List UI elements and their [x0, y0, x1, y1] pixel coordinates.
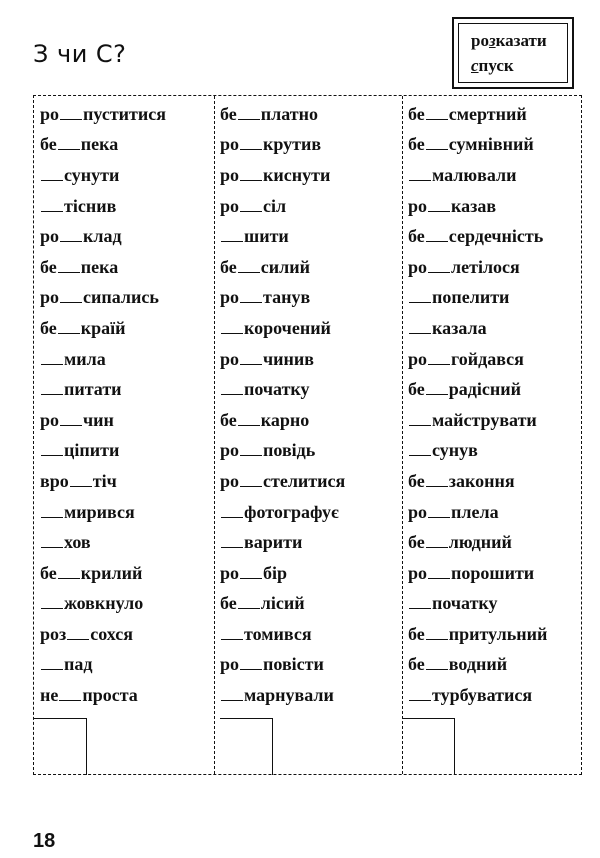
- word-prefix: роз: [40, 623, 67, 644]
- letter-blank[interactable]: [238, 105, 260, 120]
- word-rest: фотографує: [244, 501, 339, 522]
- rule-example-word-1: [471, 28, 567, 53]
- word-prefix: не: [40, 685, 59, 706]
- word-item: [220, 558, 345, 589]
- letter-blank[interactable]: [60, 105, 82, 120]
- word-item: [408, 221, 547, 252]
- word-prefix: бе: [220, 103, 237, 124]
- letter-blank[interactable]: [221, 503, 243, 518]
- answer-box-3[interactable]: [402, 718, 455, 775]
- word-list-2: [220, 99, 345, 711]
- word-item: [40, 313, 166, 344]
- letter-blank[interactable]: [221, 533, 243, 548]
- letter-blank[interactable]: [428, 503, 450, 518]
- word-item: [408, 374, 547, 405]
- letter-blank[interactable]: [41, 350, 63, 365]
- word-prefix: бе: [408, 379, 425, 400]
- letter-blank[interactable]: [428, 197, 450, 212]
- word-rest: марнували: [244, 685, 334, 706]
- word-prefix: ро: [220, 134, 240, 155]
- word-rest: сохся: [90, 623, 133, 644]
- letter-blank[interactable]: [426, 655, 448, 670]
- word-item: [40, 283, 166, 314]
- rule-example-word-2: [471, 53, 567, 78]
- word-rest: тіснив: [64, 195, 117, 216]
- word-prefix: бе: [40, 562, 57, 583]
- word-item: [220, 374, 345, 405]
- letter-blank[interactable]: [60, 227, 82, 242]
- answer-box-2[interactable]: [220, 718, 273, 775]
- word-rest: порошити: [451, 562, 535, 583]
- word-prefix: бе: [220, 409, 237, 430]
- word-column-1: [34, 96, 214, 774]
- letter-blank[interactable]: [67, 625, 89, 640]
- word-item: [408, 589, 547, 620]
- letter-blank[interactable]: [409, 288, 431, 303]
- word-item: [408, 344, 547, 375]
- letter-blank[interactable]: [221, 380, 243, 395]
- letter-blank[interactable]: [409, 686, 431, 701]
- word-list-3: [408, 99, 547, 711]
- word-rest: хов: [64, 532, 91, 553]
- word-item: [220, 680, 345, 711]
- letter-blank[interactable]: [41, 533, 63, 548]
- word-rest: турбуватися: [432, 685, 533, 706]
- rule-example-box: [452, 17, 574, 89]
- word-item: [408, 160, 547, 191]
- word-item: [40, 374, 166, 405]
- letter-blank[interactable]: [426, 135, 448, 150]
- word-rest: крутив: [263, 134, 322, 155]
- word-prefix: бе: [408, 134, 425, 155]
- rule-word-1-prefix: ро: [471, 31, 489, 50]
- word-item: [408, 405, 547, 436]
- word-rest: казала: [432, 317, 487, 338]
- letter-blank[interactable]: [240, 564, 262, 579]
- word-item: [220, 405, 345, 436]
- word-rest: сумнівний: [448, 134, 534, 155]
- word-item: [220, 650, 345, 681]
- letter-blank[interactable]: [41, 166, 63, 181]
- word-item: [40, 191, 166, 222]
- word-item: [408, 99, 547, 130]
- word-prefix: бе: [40, 134, 57, 155]
- word-rest: жовкнуло: [64, 593, 144, 614]
- word-rest: початку: [244, 379, 310, 400]
- word-prefix: ро: [220, 164, 240, 185]
- letter-blank[interactable]: [240, 441, 262, 456]
- letter-blank[interactable]: [41, 503, 63, 518]
- word-rest: чин: [83, 409, 114, 430]
- rule-word-2-rest: пуск: [478, 56, 514, 75]
- word-item: [220, 130, 345, 161]
- answer-box-1[interactable]: [34, 718, 87, 775]
- word-item: [408, 527, 547, 558]
- word-item: [220, 589, 345, 620]
- word-prefix: бе: [408, 654, 425, 675]
- letter-blank[interactable]: [428, 350, 450, 365]
- letter-blank[interactable]: [41, 594, 63, 609]
- letter-blank[interactable]: [238, 258, 260, 273]
- word-prefix: ро: [220, 562, 240, 583]
- word-prefix: бе: [40, 256, 57, 277]
- word-item: [220, 344, 345, 375]
- letter-blank[interactable]: [428, 258, 450, 273]
- word-rest: сунув: [432, 440, 478, 461]
- word-rest: киснути: [263, 164, 331, 185]
- word-prefix: ро: [408, 195, 428, 216]
- letter-blank[interactable]: [409, 441, 431, 456]
- letter-blank[interactable]: [41, 197, 63, 212]
- letter-blank[interactable]: [426, 625, 448, 640]
- letter-blank[interactable]: [426, 472, 448, 487]
- word-prefix: бе: [40, 317, 57, 338]
- word-rest: сіл: [263, 195, 287, 216]
- page-number: 18: [33, 830, 56, 852]
- word-item: [40, 527, 166, 558]
- word-rest: томився: [244, 623, 312, 644]
- letter-blank[interactable]: [58, 319, 80, 334]
- word-rest: клад: [83, 226, 122, 247]
- word-rest: пека: [80, 134, 119, 155]
- word-rest: пека: [80, 256, 119, 277]
- word-item: [408, 191, 547, 222]
- letter-blank[interactable]: [240, 655, 262, 670]
- word-rest: сунути: [64, 164, 120, 185]
- word-item: [40, 405, 166, 436]
- word-prefix: ро: [408, 256, 428, 277]
- word-column-2: [214, 96, 402, 774]
- word-item: [408, 252, 547, 283]
- word-item: [408, 558, 547, 589]
- word-rest: повідь: [263, 440, 316, 461]
- word-item: [220, 466, 345, 497]
- word-prefix: бе: [408, 226, 425, 247]
- letter-blank[interactable]: [58, 135, 80, 150]
- word-rest: карно: [260, 409, 310, 430]
- word-item: [220, 497, 345, 528]
- word-item: [408, 680, 547, 711]
- rule-word-2-letter: с: [471, 56, 479, 75]
- word-rest: стелитися: [263, 470, 346, 491]
- word-rest: мирився: [64, 501, 135, 522]
- word-item: [220, 313, 345, 344]
- word-rest: притульний: [448, 623, 548, 644]
- word-prefix: ро: [40, 226, 60, 247]
- letter-blank[interactable]: [238, 411, 260, 426]
- word-prefix: ро: [220, 440, 240, 461]
- word-item: [220, 191, 345, 222]
- word-rest: чинив: [263, 348, 315, 369]
- letter-blank[interactable]: [221, 227, 243, 242]
- word-prefix: ро: [408, 501, 428, 522]
- letter-blank[interactable]: [221, 319, 243, 334]
- letter-blank[interactable]: [426, 227, 448, 242]
- word-prefix: бе: [408, 470, 425, 491]
- letter-blank[interactable]: [238, 594, 260, 609]
- word-rest: сипались: [83, 287, 159, 308]
- word-item: [40, 99, 166, 130]
- word-rest: крилий: [80, 562, 143, 583]
- word-prefix: ро: [220, 470, 240, 491]
- word-prefix: вро: [40, 470, 69, 491]
- word-rest: малювали: [432, 164, 517, 185]
- letter-blank[interactable]: [240, 135, 262, 150]
- word-rest: лісий: [260, 593, 305, 614]
- rule-word-1-letter: з: [488, 31, 496, 50]
- letter-blank[interactable]: [409, 319, 431, 334]
- word-item: [40, 589, 166, 620]
- word-rest: корочений: [244, 317, 331, 338]
- letter-blank[interactable]: [221, 686, 243, 701]
- word-rest: мила: [64, 348, 106, 369]
- word-rest: гойдався: [451, 348, 524, 369]
- word-prefix: ро: [40, 103, 60, 124]
- word-item: [220, 436, 345, 467]
- letter-blank[interactable]: [58, 564, 80, 579]
- letter-blank[interactable]: [240, 166, 262, 181]
- word-item: [40, 466, 166, 497]
- word-item: [40, 650, 166, 681]
- word-list-1: [40, 99, 166, 711]
- word-item: [220, 221, 345, 252]
- word-rest: танув: [263, 287, 311, 308]
- word-prefix: бе: [220, 593, 237, 614]
- word-prefix: ро: [220, 195, 240, 216]
- letter-blank[interactable]: [240, 288, 262, 303]
- letter-blank[interactable]: [221, 625, 243, 640]
- word-rest: казав: [451, 195, 497, 216]
- word-item: [40, 619, 166, 650]
- word-rest: ціпити: [64, 440, 120, 461]
- word-item: [40, 160, 166, 191]
- word-item: [40, 680, 166, 711]
- word-prefix: ро: [220, 348, 240, 369]
- word-rest: варити: [244, 532, 303, 553]
- word-item: [408, 130, 547, 161]
- letter-blank[interactable]: [426, 533, 448, 548]
- word-prefix: ро: [408, 562, 428, 583]
- letter-blank[interactable]: [240, 472, 262, 487]
- word-rest: бір: [263, 562, 288, 583]
- word-item: [220, 283, 345, 314]
- word-item: [220, 160, 345, 191]
- letter-blank[interactable]: [426, 105, 448, 120]
- word-rest: початку: [432, 593, 498, 614]
- word-prefix: бе: [408, 532, 425, 553]
- word-item: [408, 619, 547, 650]
- letter-blank[interactable]: [41, 441, 63, 456]
- rule-word-1-rest: казати: [495, 31, 547, 50]
- letter-blank[interactable]: [58, 258, 80, 273]
- word-rest: питати: [64, 379, 122, 400]
- letter-blank[interactable]: [426, 380, 448, 395]
- word-rest: шити: [244, 226, 289, 247]
- word-item: [40, 558, 166, 589]
- word-rest: законня: [448, 470, 515, 491]
- letter-blank[interactable]: [70, 472, 92, 487]
- word-item: [408, 650, 547, 681]
- word-rest: людний: [448, 532, 512, 553]
- page-title: З чи С?: [33, 40, 127, 68]
- letter-blank[interactable]: [41, 380, 63, 395]
- word-item: [40, 497, 166, 528]
- word-prefix: ро: [408, 348, 428, 369]
- word-rest: попелити: [432, 287, 510, 308]
- word-rest: пуститися: [83, 103, 166, 124]
- word-rest: плела: [451, 501, 499, 522]
- word-rest: платно: [260, 103, 318, 124]
- letter-blank[interactable]: [240, 350, 262, 365]
- word-item: [40, 436, 166, 467]
- letter-blank[interactable]: [59, 686, 81, 701]
- word-prefix: бе: [220, 256, 237, 277]
- word-prefix: ро: [40, 409, 60, 430]
- word-rest: проста: [82, 685, 138, 706]
- word-item: [408, 313, 547, 344]
- word-rest: силий: [260, 256, 310, 277]
- word-rest: водний: [448, 654, 508, 675]
- word-prefix: бе: [408, 103, 425, 124]
- word-rest: летілося: [451, 256, 520, 277]
- word-item: [408, 497, 547, 528]
- letter-blank[interactable]: [60, 288, 82, 303]
- word-item: [40, 130, 166, 161]
- word-rest: пад: [64, 654, 93, 675]
- word-rest: повісти: [263, 654, 324, 675]
- word-item: [408, 466, 547, 497]
- word-rest: смертний: [448, 103, 527, 124]
- word-item: [40, 252, 166, 283]
- letter-blank[interactable]: [409, 594, 431, 609]
- word-item: [220, 527, 345, 558]
- word-prefix: ро: [220, 287, 240, 308]
- exercise-sheet: [33, 95, 582, 775]
- word-rest: сердечність: [448, 226, 544, 247]
- word-column-3: [402, 96, 583, 774]
- word-item: [220, 99, 345, 130]
- letter-blank[interactable]: [60, 411, 82, 426]
- word-item: [220, 619, 345, 650]
- letter-blank[interactable]: [409, 411, 431, 426]
- word-rest: радісний: [448, 379, 521, 400]
- word-prefix: ро: [40, 287, 60, 308]
- word-item: [40, 221, 166, 252]
- letter-blank[interactable]: [240, 197, 262, 212]
- letter-blank[interactable]: [41, 655, 63, 670]
- word-item: [40, 344, 166, 375]
- word-item: [220, 252, 345, 283]
- rule-example-inner: [458, 23, 568, 83]
- word-rest: тіч: [92, 470, 117, 491]
- letter-blank[interactable]: [409, 166, 431, 181]
- word-item: [408, 436, 547, 467]
- word-rest: майструвати: [432, 409, 537, 430]
- letter-blank[interactable]: [428, 564, 450, 579]
- word-prefix: бе: [408, 623, 425, 644]
- word-rest: країй: [80, 317, 126, 338]
- word-prefix: ро: [220, 654, 240, 675]
- word-item: [408, 283, 547, 314]
